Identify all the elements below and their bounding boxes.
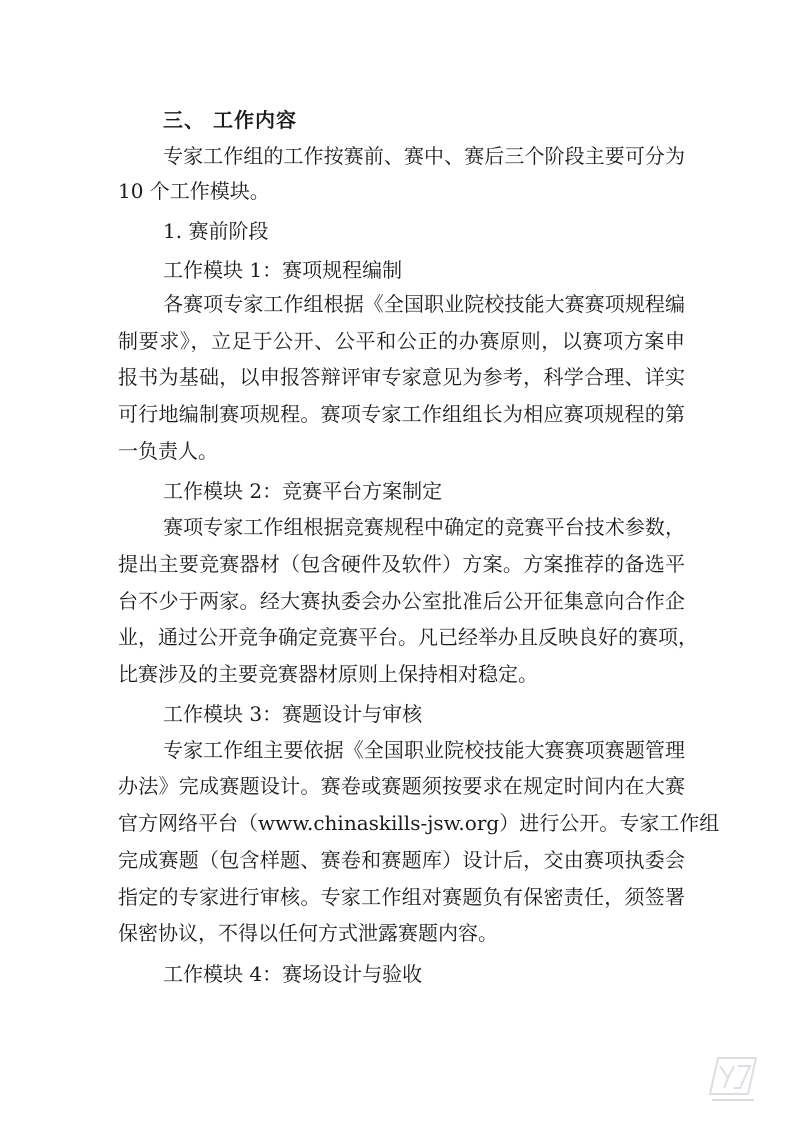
module-2-line: 赛项专家工作组根据竞赛规程中确定的竞赛平台技术参数， <box>163 515 685 539</box>
section-heading: 三、 工作内容 <box>163 108 297 132</box>
module-4-title: 工作模块 4：赛场设计与验收 <box>163 962 423 986</box>
module-3-line: 官方网络平台（www.chinaskills-jsw.org）进行公开。专家工作组 <box>118 811 720 835</box>
stage-1-heading: 1. 赛前阶段 <box>163 219 269 243</box>
module-1-line: 制要求》，立足于公开、公平和公正的办赛原则，以赛项方案申 <box>118 329 685 353</box>
module-1-title: 工作模块 1：赛项规程编制 <box>163 258 403 282</box>
module-1-line: 报书为基础，以申报答辩评审专家意见为参考，科学合理、详实 <box>118 365 685 389</box>
module-3-line: 办法》完成赛题设计。赛卷或赛题须按要求在规定时间内在大赛 <box>118 774 685 798</box>
logo-watermark-icon <box>704 1052 764 1108</box>
module-2-line: 提出主要竞赛器材（包含硬件及软件）方案。方案推荐的备选平 <box>118 552 685 576</box>
module-1-line: 各赛项专家工作组根据《全国职业院校技能大赛赛项规程编 <box>163 292 685 316</box>
intro-line-2: 10 个工作模块。 <box>118 179 270 203</box>
module-1-line: 一负责人。 <box>118 439 218 463</box>
module-2-line: 业，通过公开竞争确定竞赛平台。凡已经举办且反映良好的赛项， <box>118 625 698 649</box>
module-3-line: 指定的专家进行审核。专家工作组对赛题负有保密责任，须签署 <box>118 885 685 909</box>
module-3-line: 保密协议，不得以任何方式泄露赛题内容。 <box>118 921 498 945</box>
module-2-line: 比赛涉及的主要竞赛器材原则上保持相对稳定。 <box>118 662 538 686</box>
intro-line-1: 专家工作组的工作按赛前、赛中、赛后三个阶段主要可分为 <box>163 144 685 168</box>
module-3-line: 专家工作组主要依据《全国职业院校技能大赛赛项赛题管理 <box>163 738 685 762</box>
module-2-title: 工作模块 2：竞赛平台方案制定 <box>163 479 443 503</box>
module-2-line: 台不少于两家。经大赛执委会办公室批准后公开征集意向合作企 <box>118 589 685 613</box>
module-3-line: 完成赛题（包含样题、赛卷和赛题库）设计后，交由赛项执委会 <box>118 848 685 872</box>
module-1-line: 可行地编制赛项规程。赛项专家工作组组长为相应赛项规程的第 <box>118 402 685 426</box>
module-3-title: 工作模块 3：赛题设计与审核 <box>163 702 423 726</box>
